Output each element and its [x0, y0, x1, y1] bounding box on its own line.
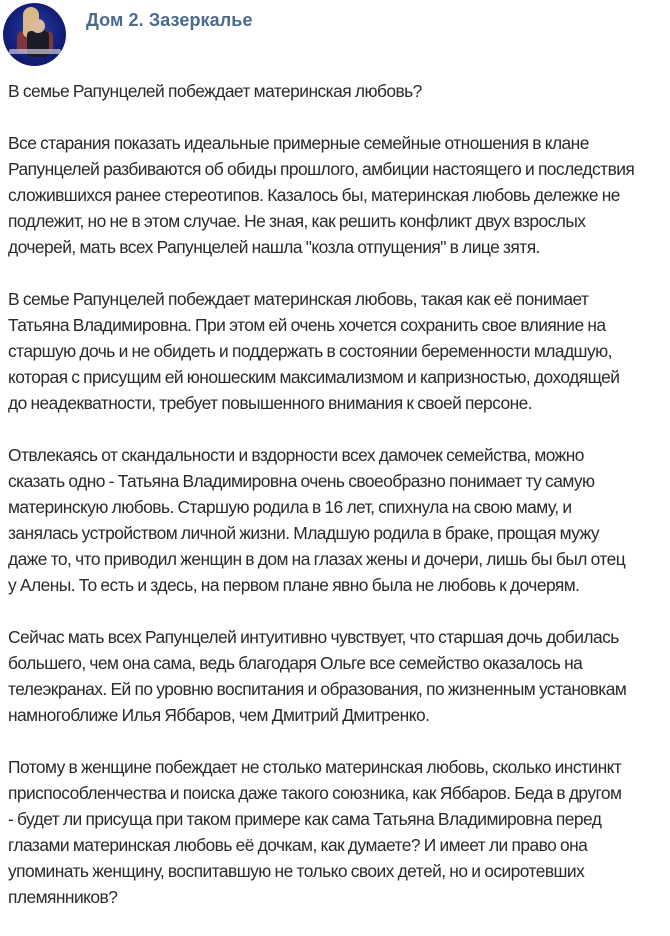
- post-header: [0, 0, 670, 68]
- text-line: у Алены. То есть и здесь, на первом плане явно была не любовь к дочерям.: [8, 575, 580, 595]
- text-line: занялась устройством личной жизни. Младшую родила в браке, прощая мужу: [8, 523, 600, 543]
- paragraph-3: [8, 286, 668, 416]
- text-line: В семье Рапунцелей побеждает материнская любовь?: [8, 81, 422, 101]
- text-line: подлежит, но не в этом случае. Не зная, как решить конфликт двух взрослых: [8, 211, 586, 231]
- text-line: сказать одно - Татьяна Владимировна очень своеобразно понимает ту самую: [8, 471, 595, 491]
- text-line: Сейчас мать всех Рапунцелей интуитивно чувствует, что старшая дочь добилась: [8, 627, 619, 647]
- text-line: Все старания показать идеальные примерные семейные отношения в клане: [8, 133, 589, 153]
- text-line: материнскую любовь. Старшую родила в 16 лет, спихнула на свою маму, и: [8, 497, 572, 517]
- text-line: глазами материнская любовь её дочкам, как думаете? И имеет ли право она: [8, 835, 588, 855]
- text-line: племянников?: [8, 887, 118, 907]
- text-line: В семье Рапунцелей побеждает материнская любовь, такая как её понимает: [8, 289, 589, 309]
- text-line: до неадекватности, требует повышенного внимания к своей персоне.: [8, 393, 533, 413]
- text-line: старшую дочь и не обидеть и поддержать в состоянии беременности младшую,: [8, 341, 612, 361]
- avatar-figure-man-head: [31, 19, 45, 33]
- text-line: Отвлекаясь от скандальности и вздорности всех дамочек семейства, можно: [8, 445, 584, 465]
- text-line: большего, чем она сама, ведь благодаря Ольге все семейство оказалось на: [8, 653, 583, 673]
- text-line: приспособленчества и поиска даже такого союзника, как Яббаров. Беда в другом: [8, 783, 622, 803]
- text-line: намногоближе Илья Яббаров, чем Дмитрий Дмитренко.: [8, 705, 430, 725]
- text-line: даже то, что приводил женщин в дом на глазах жены и дочери, лишь бы был отец: [8, 549, 626, 569]
- text-line: - будет ли присуща при таком примере как сама Татьяна Владимировна перед: [8, 809, 602, 829]
- paragraph-5: [8, 624, 668, 728]
- text-line: Татьяна Владимировна. При этом ей очень хочется сохранить свое влияние на: [8, 315, 606, 335]
- paragraph-1: [8, 78, 668, 104]
- paragraph-6: [8, 754, 668, 910]
- community-avatar[interactable]: [3, 3, 66, 66]
- text-line: Рапунцелей разбиваются об обиды прошлого, амбиции настоящего и последствия: [8, 159, 635, 179]
- text-line: дочерей, мать всех Рапунцелей нашла "козла отпущения" в лице зятя.: [8, 237, 540, 257]
- text-line: Потому в женщине побеждает не столько материнская любовь, сколько инстинкт: [8, 757, 622, 777]
- text-line: телеэкранах. Ей по уровню воспитания и образования, по жизненным установкам: [8, 679, 627, 699]
- avatar-caption: [9, 49, 61, 54]
- post-text: [8, 78, 668, 936]
- text-line: упоминать женщину, воспитавшую не только своих детей, но и осиротевших: [8, 861, 585, 881]
- paragraph-2: [8, 130, 668, 260]
- text-line: которая с присущим ей юношеским максимализмом и капризностью, доходящей: [8, 367, 620, 387]
- text-line: сложившихся ранее стереотипов. Казалось бы, материнская любовь дележке не: [8, 185, 620, 205]
- paragraph-4: [8, 442, 668, 598]
- community-title[interactable]: Дом 2. Зазеркалье: [86, 10, 253, 30]
